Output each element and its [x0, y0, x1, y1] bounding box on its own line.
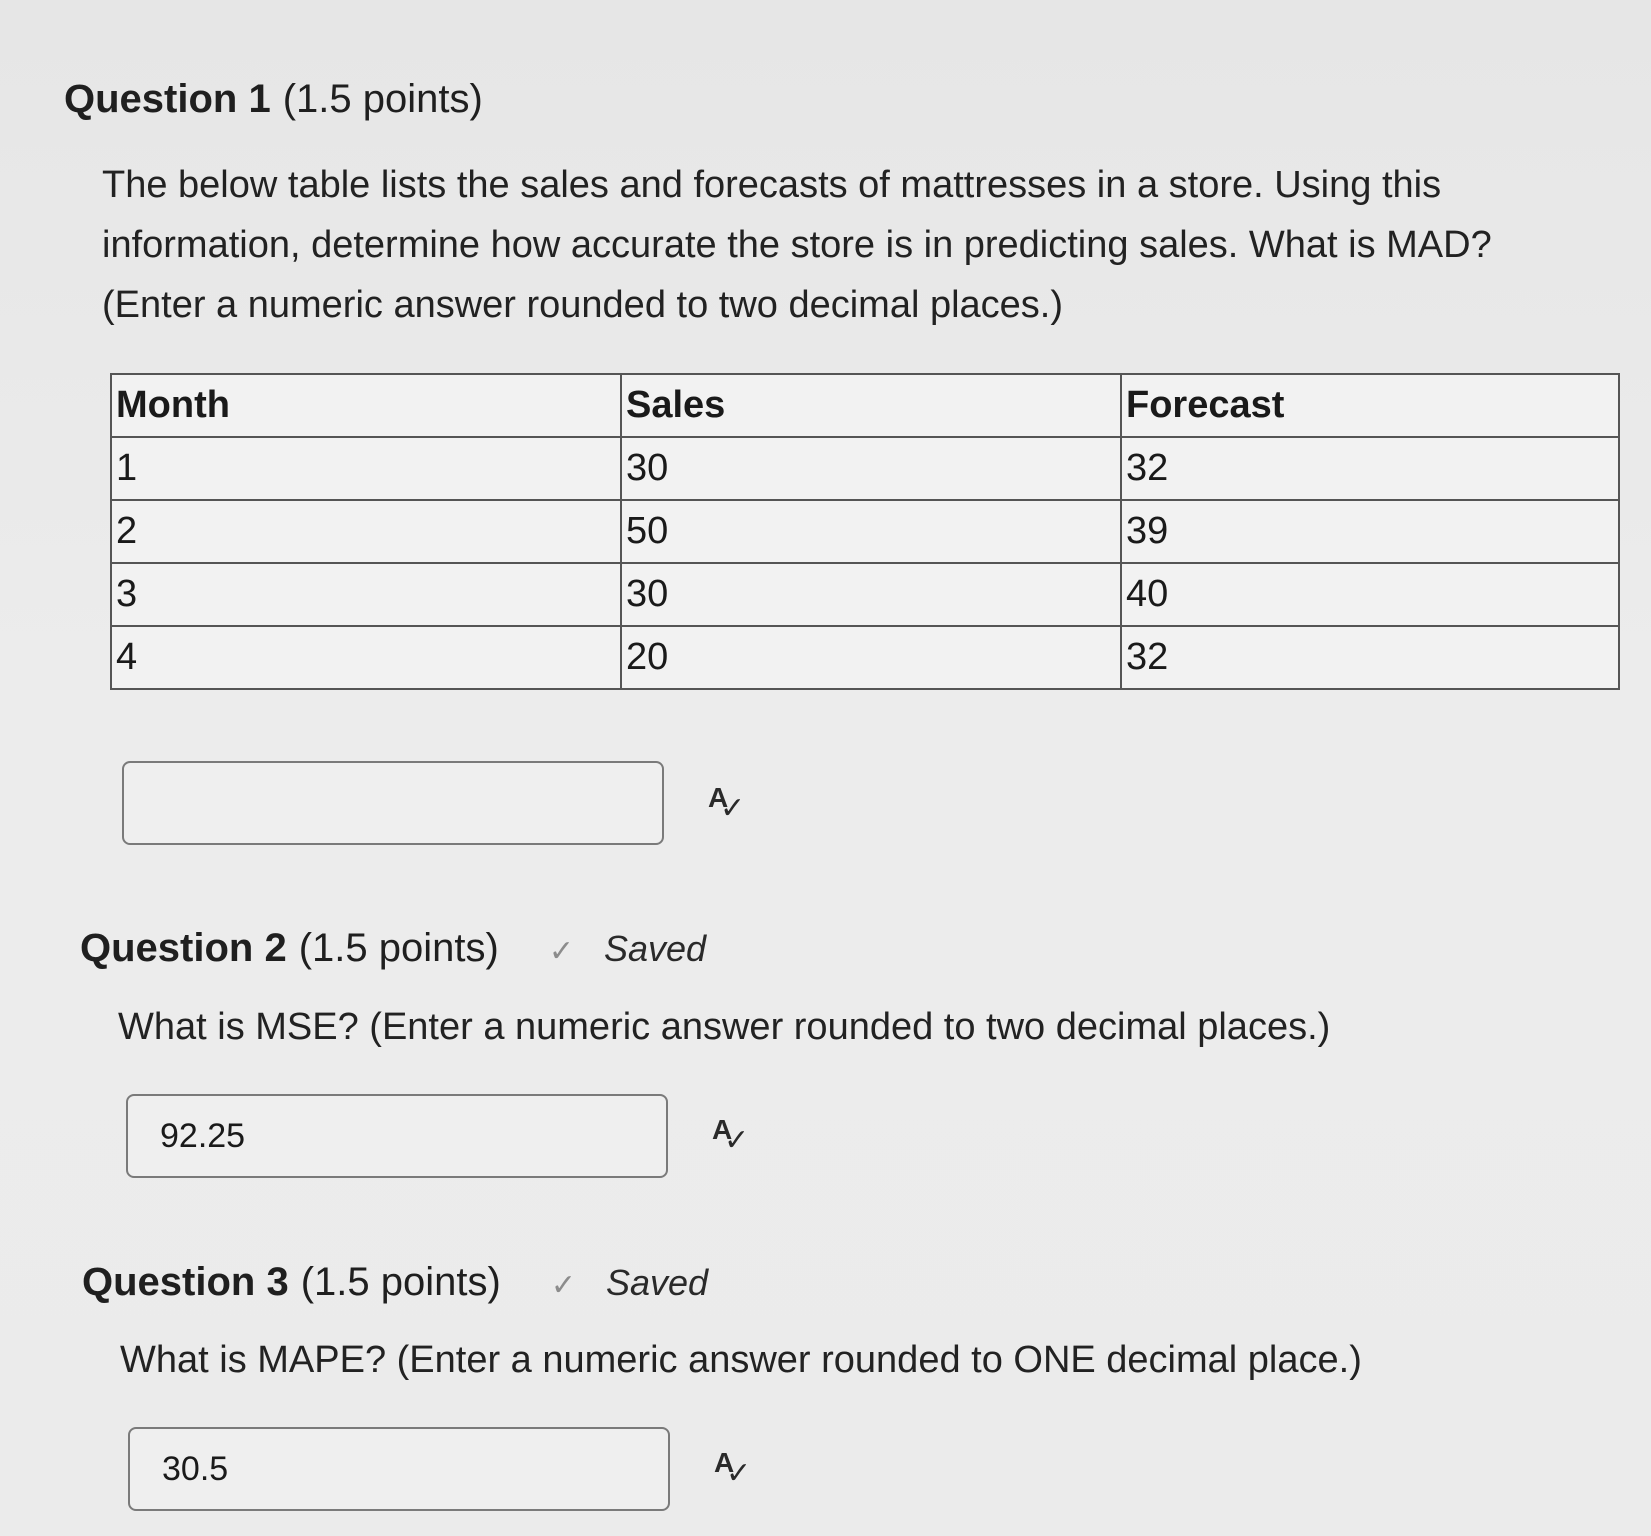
- table-row: [111, 626, 1619, 689]
- saved-status: [550, 1262, 709, 1303]
- prompt-line: The below table lists the sales and forecasts of mattresses in a store. Using this: [102, 164, 1442, 206]
- table-row: [111, 563, 1619, 626]
- table-cell: 30: [621, 563, 1121, 626]
- saved-label: Saved: [605, 1262, 709, 1303]
- table-row: [111, 437, 1619, 500]
- prompt-line: information, determine how accurate the store is in predicting sales. What is MAD?: [102, 224, 1492, 266]
- table-cell: 3: [111, 563, 621, 626]
- table-cell: 2: [111, 500, 621, 563]
- table-cell: 20: [621, 626, 1121, 689]
- question-1-answer-input[interactable]: [122, 761, 664, 845]
- question-number: Question 3: [82, 1260, 289, 1304]
- question-points: (1.5 points): [300, 1260, 501, 1304]
- question-3-heading: [82, 1262, 708, 1302]
- question-1-heading: [64, 79, 483, 119]
- table-cell: 4: [111, 626, 621, 689]
- table-cell: 40: [1121, 563, 1619, 626]
- prompt-line: (Enter a numeric answer rounded to two decimal places.): [102, 284, 1064, 326]
- column-header-forecast: Forecast: [1121, 374, 1619, 437]
- table-row: [111, 500, 1619, 563]
- checkmark-icon: ✓: [548, 935, 574, 968]
- spellcheck-icon[interactable]: A ✓: [712, 1114, 750, 1157]
- column-header-sales: Sales: [621, 374, 1121, 437]
- question-3-answer-input[interactable]: [128, 1427, 670, 1511]
- question-2-answer-input[interactable]: [126, 1094, 668, 1178]
- spellcheck-icon[interactable]: A ✓: [708, 782, 746, 825]
- question-number: Question 1: [64, 77, 271, 121]
- question-2-prompt: What is MSE? (Enter a numeric answer rounded to two decimal places.): [118, 1006, 1331, 1048]
- column-header-month: Month: [111, 374, 621, 437]
- saved-label: Saved: [603, 928, 707, 969]
- question-points: (1.5 points): [298, 926, 499, 970]
- spellcheck-icon[interactable]: A ✓: [714, 1447, 752, 1490]
- table-cell: 39: [1121, 500, 1619, 563]
- question-2-heading: [80, 928, 706, 968]
- table-cell: 32: [1121, 626, 1619, 689]
- table-cell: 30: [621, 437, 1121, 500]
- question-1-prompt: [102, 155, 1492, 335]
- table-cell: 50: [621, 500, 1121, 563]
- question-3-prompt: What is MAPE? (Enter a numeric answer rounded to ONE decimal place.): [120, 1339, 1362, 1381]
- saved-status: [548, 928, 707, 969]
- sales-forecast-table: [110, 373, 1620, 690]
- question-points: (1.5 points): [282, 77, 483, 121]
- table-header-row: [111, 374, 1619, 437]
- checkmark-icon: ✓: [550, 1269, 576, 1302]
- table-cell: 1: [111, 437, 621, 500]
- table-cell: 32: [1121, 437, 1619, 500]
- question-number: Question 2: [80, 926, 287, 970]
